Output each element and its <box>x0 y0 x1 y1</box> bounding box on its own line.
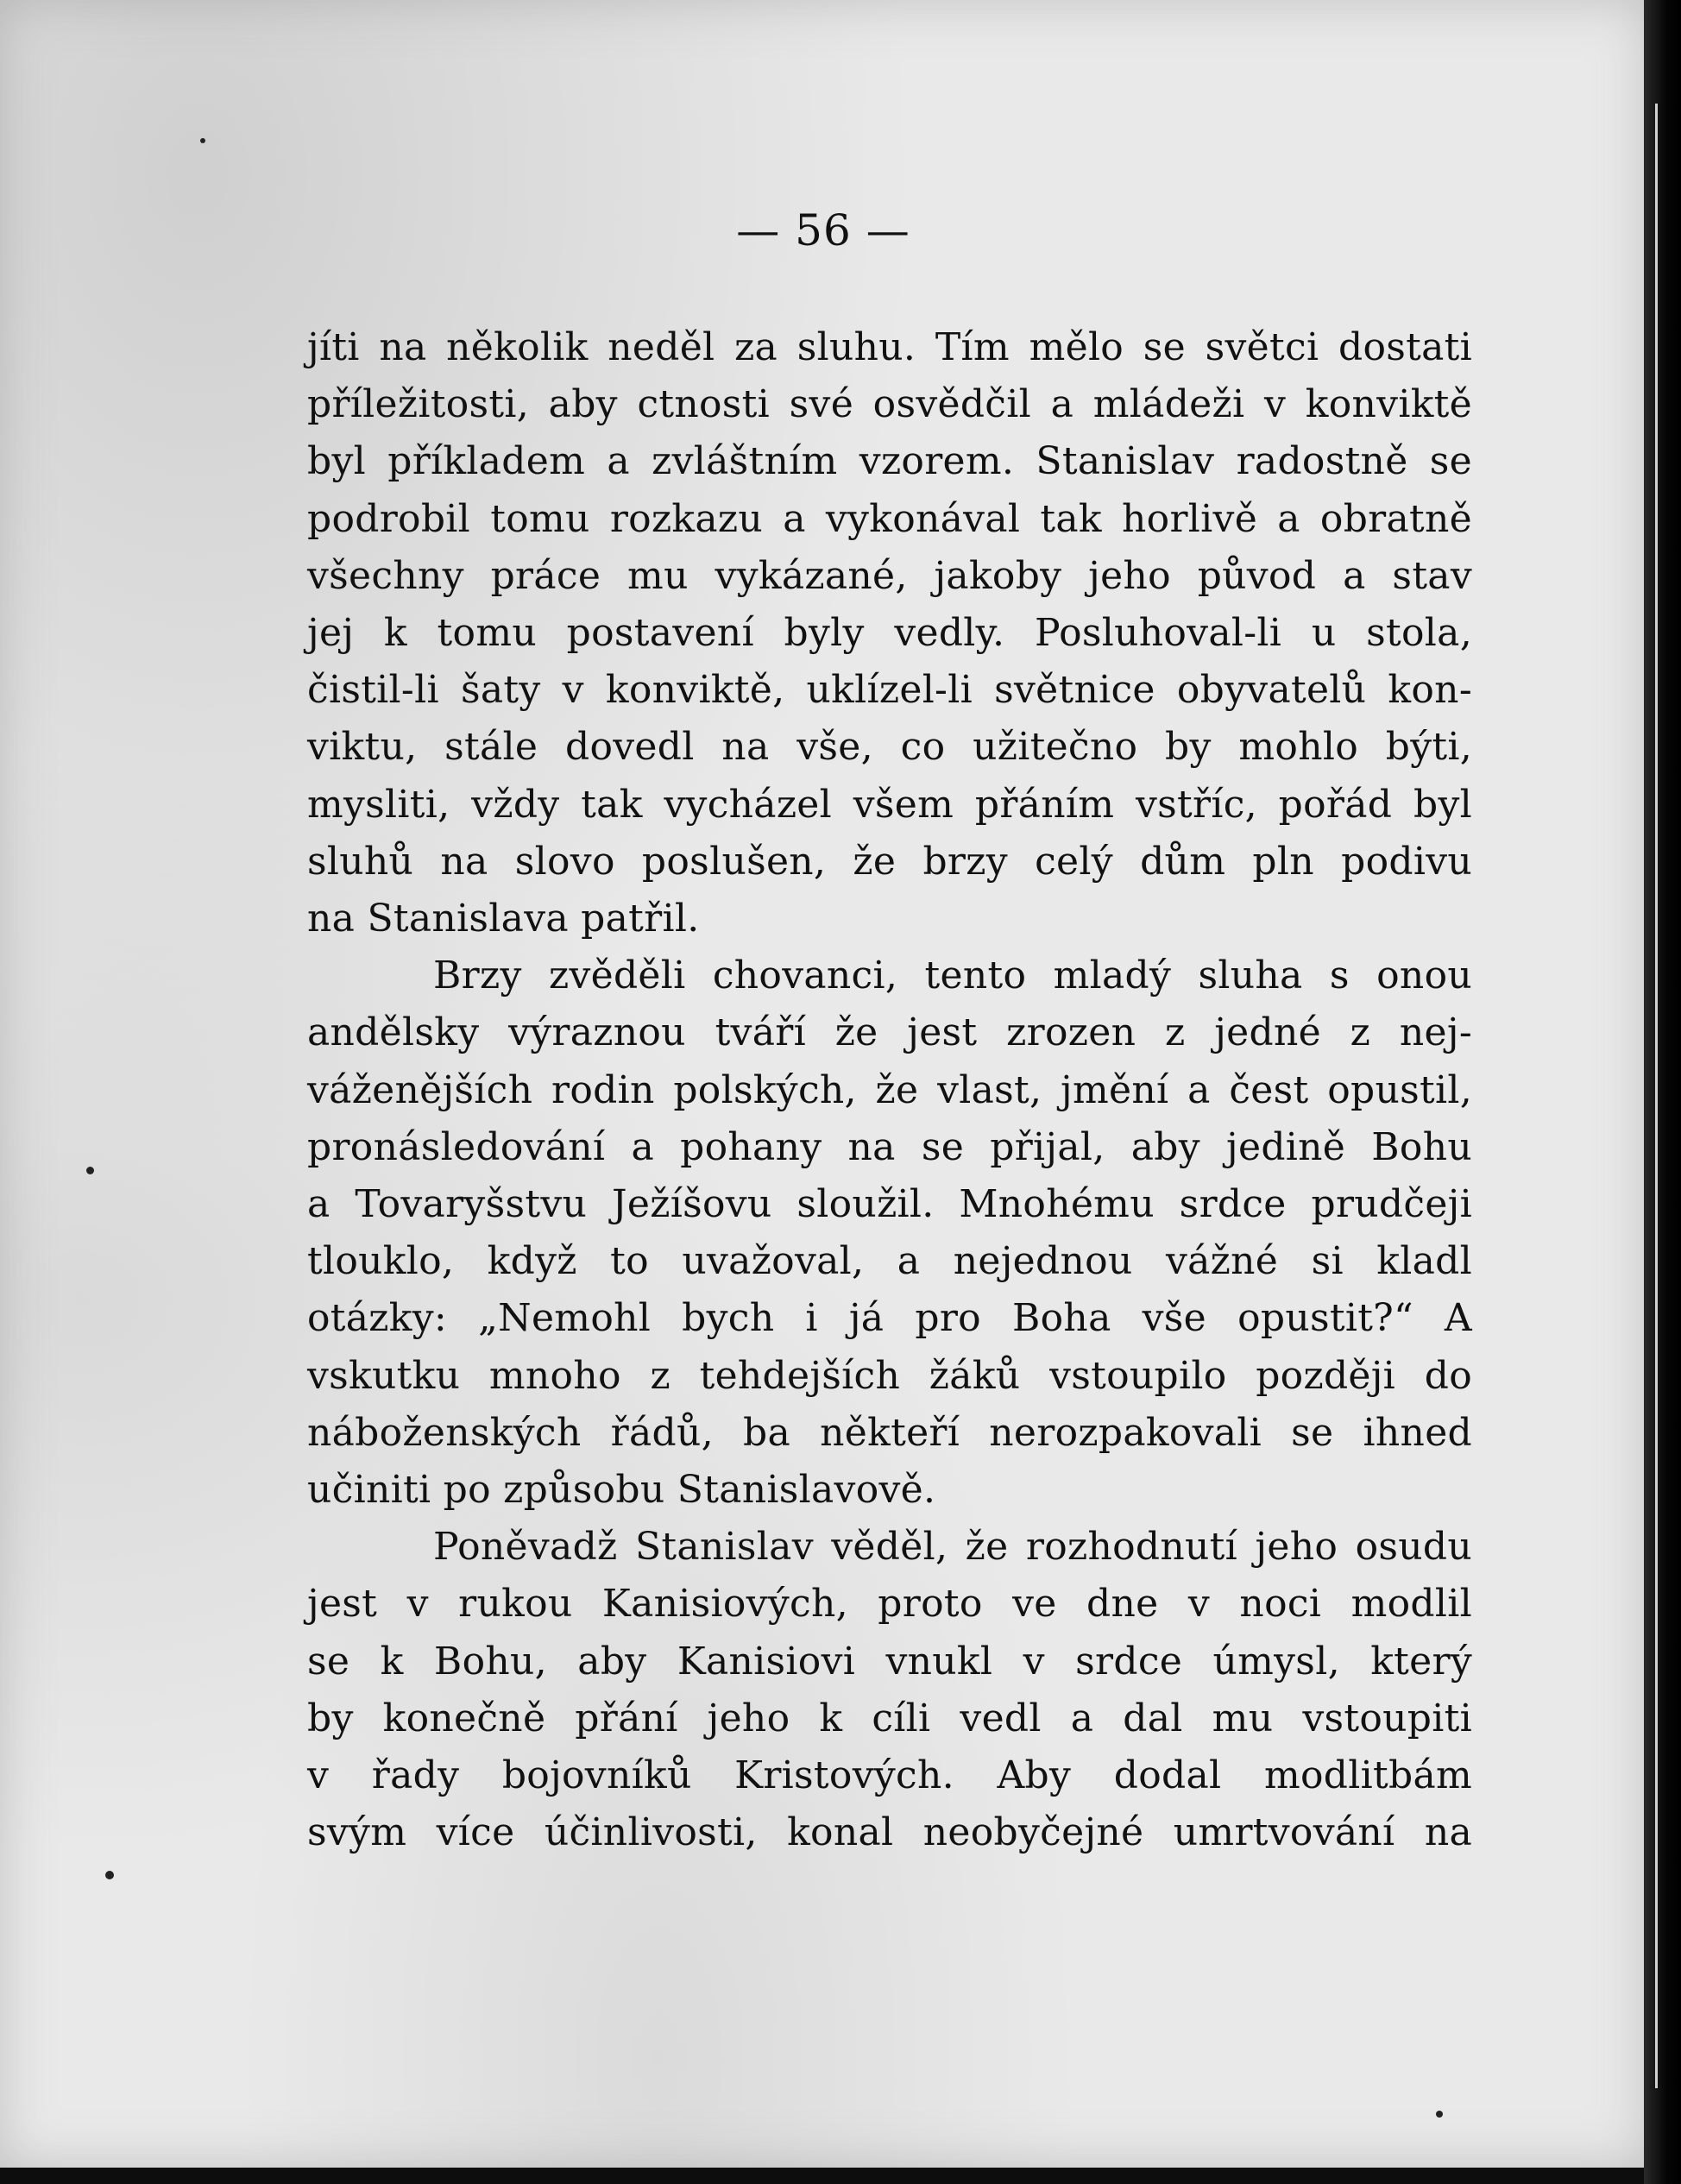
text-line: učiniti po způsobu Stanislavově. <box>307 1468 936 1513</box>
text-line: se k Bohu, aby Kanisiovi vnukl v srdce úmysl, který <box>307 1639 1472 1684</box>
text-line: mysliti, vždy tak vycházel všem přáním vstříc, pořád byl <box>307 782 1472 827</box>
text-line: andělsky výraznou tváří že jest zrozen z jedné z nej- <box>307 1010 1472 1055</box>
text-line: Poněvadž Stanislav věděl, že rozhodnutí jeho osudu <box>433 1525 1472 1570</box>
text-line: Brzy zvěděli chovanci, tento mladý sluha s onou <box>433 954 1472 998</box>
text-line: viktu, stále dovedl na vše, co užitečno by mohlo býti, <box>307 725 1472 770</box>
text-line: a Tovaryšstvu Ježíšovu sloužil. Mnohému srdce prudčeji <box>307 1182 1472 1227</box>
text-line: čistil-li šaty v konviktě, uklízel-li světnice obyvatelů kon- <box>307 668 1472 713</box>
text-line: podrobil tomu rozkazu a vykonával tak horlivě a obratně <box>307 496 1472 541</box>
scan-speck <box>86 1167 94 1174</box>
text-line: tlouklo, když to uvažoval, a nejednou vážné si kladl <box>307 1239 1472 1284</box>
body-text <box>307 319 1472 1861</box>
scan-speck <box>105 1871 114 1879</box>
text-line: v řady bojovníků Kristových. Aby dodal modlitbám <box>307 1753 1472 1798</box>
text-line: váženějších rodin polských, že vlast, jmění a čest opustil, <box>307 1067 1472 1112</box>
text-line: svým více účinlivosti, konal neobyčejné umrtvování na <box>307 1810 1472 1855</box>
text-line: otázky: „Nemohl bych i já pro Boha vše opustit?“ A <box>307 1296 1472 1341</box>
text-line: na Stanislava patřil. <box>307 897 700 941</box>
text-line: by konečně přání jeho k cíli vedl a dal mu vstoupiti <box>307 1696 1472 1740</box>
text-line: příležitosti, aby ctnosti své osvědčil a mládeži v konviktě <box>307 382 1472 427</box>
page-edge-shadow <box>1644 0 1681 2184</box>
text-line: všechny práce mu vykázané, jakoby jeho původ a stav <box>307 553 1472 598</box>
scan-speck <box>1436 2111 1443 2118</box>
page-number: — 56 — <box>736 205 910 255</box>
scan-speck <box>200 138 205 143</box>
text-line: byl příkladem a zvláštním vzorem. Stanislav radostně se <box>307 439 1472 484</box>
text-line: náboženských řádů, ba někteří nerozpakovali se ihned <box>307 1410 1472 1455</box>
text-line: jíti na několik neděl za sluhu. Tím mělo se světci dostati <box>307 325 1472 369</box>
page-edge-line <box>1655 104 1658 2088</box>
text-line: sluhů na slovo poslušen, že brzy celý dům pln podivu <box>307 839 1472 884</box>
text-line: pronásledování a pohany na se přijal, aby jedině Bohu <box>307 1124 1472 1169</box>
text-line: jest v rukou Kanisiových, proto ve dne v noci modlil <box>307 1582 1472 1627</box>
text-line: jej k tomu postavení byly vedly. Posluhoval-li u stola, <box>307 611 1472 656</box>
text-line: vskutku mnoho z tehdejších žáků vstoupilo později do <box>307 1353 1472 1398</box>
